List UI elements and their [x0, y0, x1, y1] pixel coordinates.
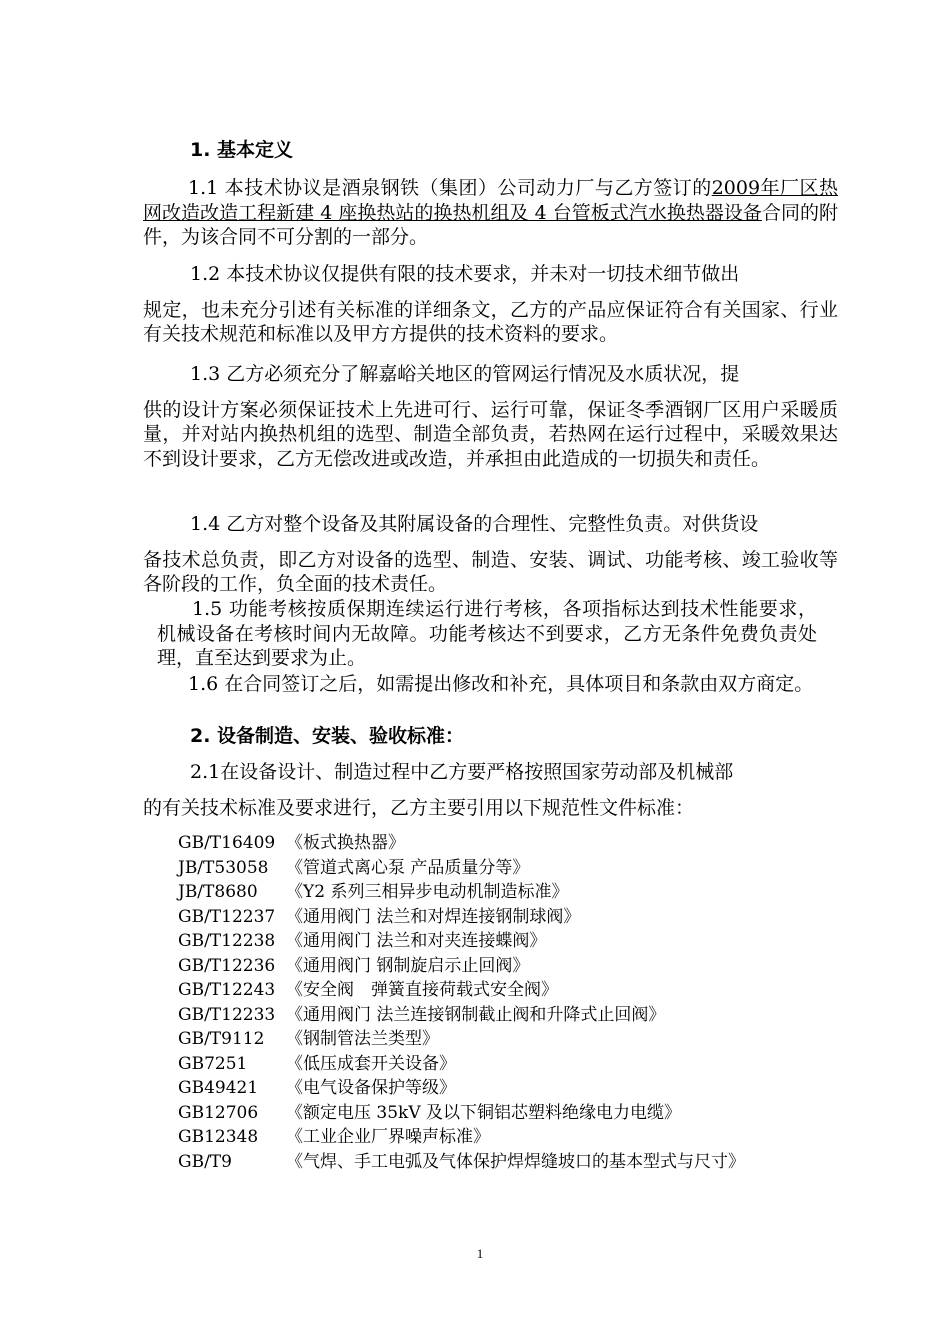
- standard-item: [178, 954, 838, 979]
- standard-title: 《钢制管法兰类型》: [286, 1029, 439, 1049]
- standard-title: 《电气设备保护等级》: [286, 1078, 456, 1098]
- standard-item: [178, 856, 838, 881]
- standard-title: 《工业企业厂界噪声标准》: [286, 1127, 490, 1147]
- standard-title: 《管道式离心泵 产品质量分等》: [286, 857, 530, 878]
- standard-code: GB/T12236: [178, 955, 276, 976]
- standard-item: [178, 1125, 838, 1150]
- paragraph-1-3: [143, 362, 838, 471]
- standard-title: 《通用阀门 钢制旋启示止回阀》: [286, 955, 530, 976]
- standard-code: GB/T16409: [178, 833, 276, 853]
- paragraph-1-1-post: 合同的附件，为该合同不可分割的一部分。: [143, 201, 838, 248]
- standard-title: 《安全阀 弹簧直接荷载式安全阀》: [286, 980, 558, 1000]
- standard-code: GB12706: [178, 1102, 259, 1123]
- standard-code: GB/T12238: [178, 931, 276, 951]
- paragraph-1-1: [143, 176, 838, 250]
- standard-item: [178, 880, 838, 905]
- standard-item: [178, 1150, 838, 1175]
- standard-title: 《通用阀门 法兰和对夹连接蝶阀》: [286, 931, 547, 951]
- standard-code: GB/T12243: [178, 980, 276, 1000]
- paragraph-1-2-first-line: 1.2 本技术协议仅提供有限的技术要求，并未对一切技术细节做出: [190, 263, 740, 285]
- contract-name-underlined: 2009年厂区热网改造改造工程新建 4 座换热站的换热机组及 4 台管板式汽水换热器设备: [143, 177, 838, 224]
- standard-item: [178, 929, 838, 954]
- paragraph-1-2-rest: 规定，也未充分引述有关标准的详细条文，乙方的产品应保证符合有关国家、行业有关技术规范和标准以及甲方方提供的技术资料的要求。: [143, 298, 838, 345]
- standard-code: JB/T8680: [178, 882, 258, 902]
- standard-title: 《通用阀门 法兰和对焊连接钢制球阀》: [286, 906, 581, 927]
- standard-code: JB/T53058: [178, 857, 269, 878]
- standard-code: GB/T9112: [178, 1029, 265, 1049]
- paragraph-1-4-rest: 备技术总负责，即乙方对设备的选型、制造、安装、调试、功能考核、竣工验收等各阶段的工作，负全面的技术责任。: [143, 548, 838, 595]
- paragraph-1-1-pre: 1.1 本技术协议是酒泉钢铁（集团）公司动力厂与乙方签订的: [188, 177, 712, 199]
- standard-code: GB7251: [178, 1053, 248, 1074]
- standard-item: [178, 831, 838, 856]
- paragraph-2-1-first-line: 2.1在设备设计、制造过程中乙方要严格按照国家劳动部及机械部: [190, 761, 734, 783]
- standard-item: [178, 978, 838, 1003]
- standard-title: 《额定电压 35kV 及以下铜铝芯塑料绝缘电力电缆》: [286, 1102, 682, 1123]
- page-number: 1: [476, 1246, 484, 1261]
- paragraph-1-4: [143, 512, 838, 597]
- paragraph-1-3-rest: 供的设计方案必须保证技术上先进可行、运行可靠，保证冬季酒钢厂区用户采暖质量，并对站内换热机组的选型、制造全部负责，若热网在运行过程中，采暖效果达不到设计要求，乙方无偿改进或改造，并承担由此造成的一切损失和责任。: [143, 398, 838, 470]
- section-2-heading: 2. 设备制造、安装、验收标准：: [190, 725, 465, 747]
- standard-code: GB/T12233: [178, 1004, 276, 1025]
- section-1-heading: 1. 基本定义: [190, 139, 294, 161]
- standard-item: [178, 1003, 838, 1028]
- standard-item: [178, 1101, 838, 1126]
- standards-list: [178, 831, 838, 1174]
- standard-title: 《气焊、手工电弧及气体保护焊焊缝坡口的基本型式与尺寸》: [286, 1151, 745, 1172]
- standard-item: [178, 1052, 838, 1077]
- standard-title: 《Y2 系列三相异步电动机制造标准》: [286, 882, 569, 902]
- paragraph-2-1-rest: 的有关技术标准及要求进行，乙方主要引用以下规范性文件标准：: [143, 796, 695, 819]
- standard-item: [178, 905, 838, 930]
- paragraph-2-1: [143, 760, 838, 820]
- standard-code: GB49421: [178, 1078, 259, 1098]
- standard-item: [178, 1076, 838, 1101]
- standard-code: GB/T12237: [178, 906, 276, 927]
- standard-code: GB12348: [178, 1127, 259, 1147]
- standard-item: [178, 1027, 838, 1052]
- paragraph-1-4-first-line: 1.4 乙方对整个设备及其附属设备的合理性、完整性负责。对供货设: [190, 513, 759, 535]
- paragraph-1-5: 1.5 功能考核按质保期连续运行进行考核，各项指标达到技术性能要求，机械设备在考核时间内无故障。功能考核达不到要求，乙方无条件免费负责处理，直至达到要求为止。: [157, 598, 817, 669]
- standard-title: 《低压成套开关设备》: [286, 1053, 456, 1074]
- paragraph-1-2: [143, 262, 838, 347]
- standard-title: 《板式换热器》: [286, 833, 405, 853]
- standard-title: 《通用阀门 法兰连接钢制截止阀和升降式止回阀》: [286, 1004, 666, 1025]
- paragraph-1-3-first-line: 1.3 乙方必须充分了解嘉峪关地区的管网运行情况及水质状况，提: [190, 363, 740, 385]
- paragraph-1-6: 1.6 在合同签订之后，如需提出修改和补充，具体项目和条款由双方商定。: [188, 673, 814, 695]
- standard-code: GB/T9: [178, 1151, 232, 1172]
